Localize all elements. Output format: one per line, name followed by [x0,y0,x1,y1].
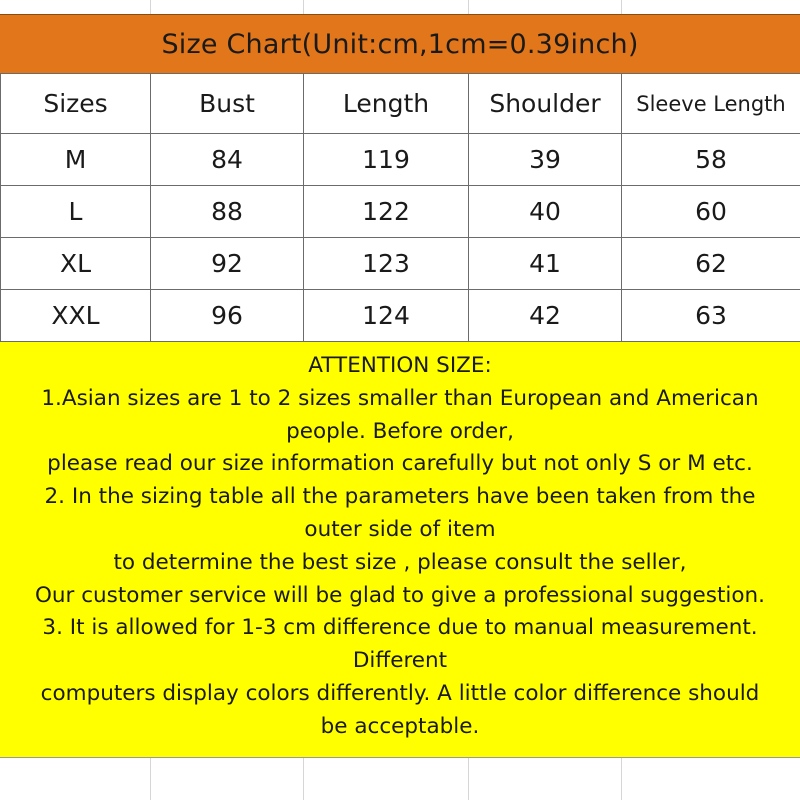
column-header-sleeve-length: Sleeve Length [622,74,800,134]
size-chart-title: Size Chart(Unit:cm,1cm=0.39inch) [0,14,800,74]
attention-notice [0,341,800,758]
table-header-row [1,74,800,134]
notice-line: 3. It is allowed for 1-3 cm difference due to manual measurement. [42,615,758,641]
shoulder-cell: 42 [469,290,622,342]
notice-line: 2. In the sizing table all the parameters have been taken from the [44,484,756,510]
shoulder-cell: 40 [469,186,622,238]
notice-line: please read our size information carefully but not only S or M etc. [47,451,753,477]
notice-line: Our customer service will be glad to give a professional suggestion. [35,582,765,608]
sleeve-length-cell: 58 [622,134,800,186]
column-header-length: Length [304,74,469,134]
length-cell: 119 [304,134,469,186]
column-header-sizes: Sizes [1,74,151,134]
length-cell: 122 [304,186,469,238]
size-cell: M [1,134,151,186]
top-grid-strip [0,0,800,14]
table-row [1,238,800,290]
size-cell: XXL [1,290,151,342]
sleeve-length-cell: 63 [622,290,800,342]
bottom-grid-strip [0,758,800,800]
notice-line: be acceptable. [320,713,480,739]
notice-line: Different [352,648,448,674]
bust-cell: 88 [151,186,304,238]
column-header-shoulder: Shoulder [469,74,622,134]
table-row [1,290,800,342]
notice-line: 1.Asian sizes are 1 to 2 sizes smaller than European and American [41,385,759,411]
notice-heading: ATTENTION SIZE: [308,353,492,378]
length-cell: 124 [304,290,469,342]
bust-cell: 92 [151,238,304,290]
size-table [0,73,800,342]
shoulder-cell: 39 [469,134,622,186]
sleeve-length-cell: 60 [622,186,800,238]
bust-cell: 84 [151,134,304,186]
size-cell: XL [1,238,151,290]
size-cell: L [1,186,151,238]
table-row [1,186,800,238]
notice-line: to determine the best size , please consult the seller, [113,549,687,575]
column-header-bust: Bust [151,74,304,134]
bust-cell: 96 [151,290,304,342]
notice-line: people. Before order, [286,418,514,444]
shoulder-cell: 41 [469,238,622,290]
sleeve-length-cell: 62 [622,238,800,290]
notice-line: computers display colors differently. A little color difference should [40,680,760,706]
notice-line: outer side of item [304,516,496,542]
length-cell: 123 [304,238,469,290]
table-row [1,134,800,186]
